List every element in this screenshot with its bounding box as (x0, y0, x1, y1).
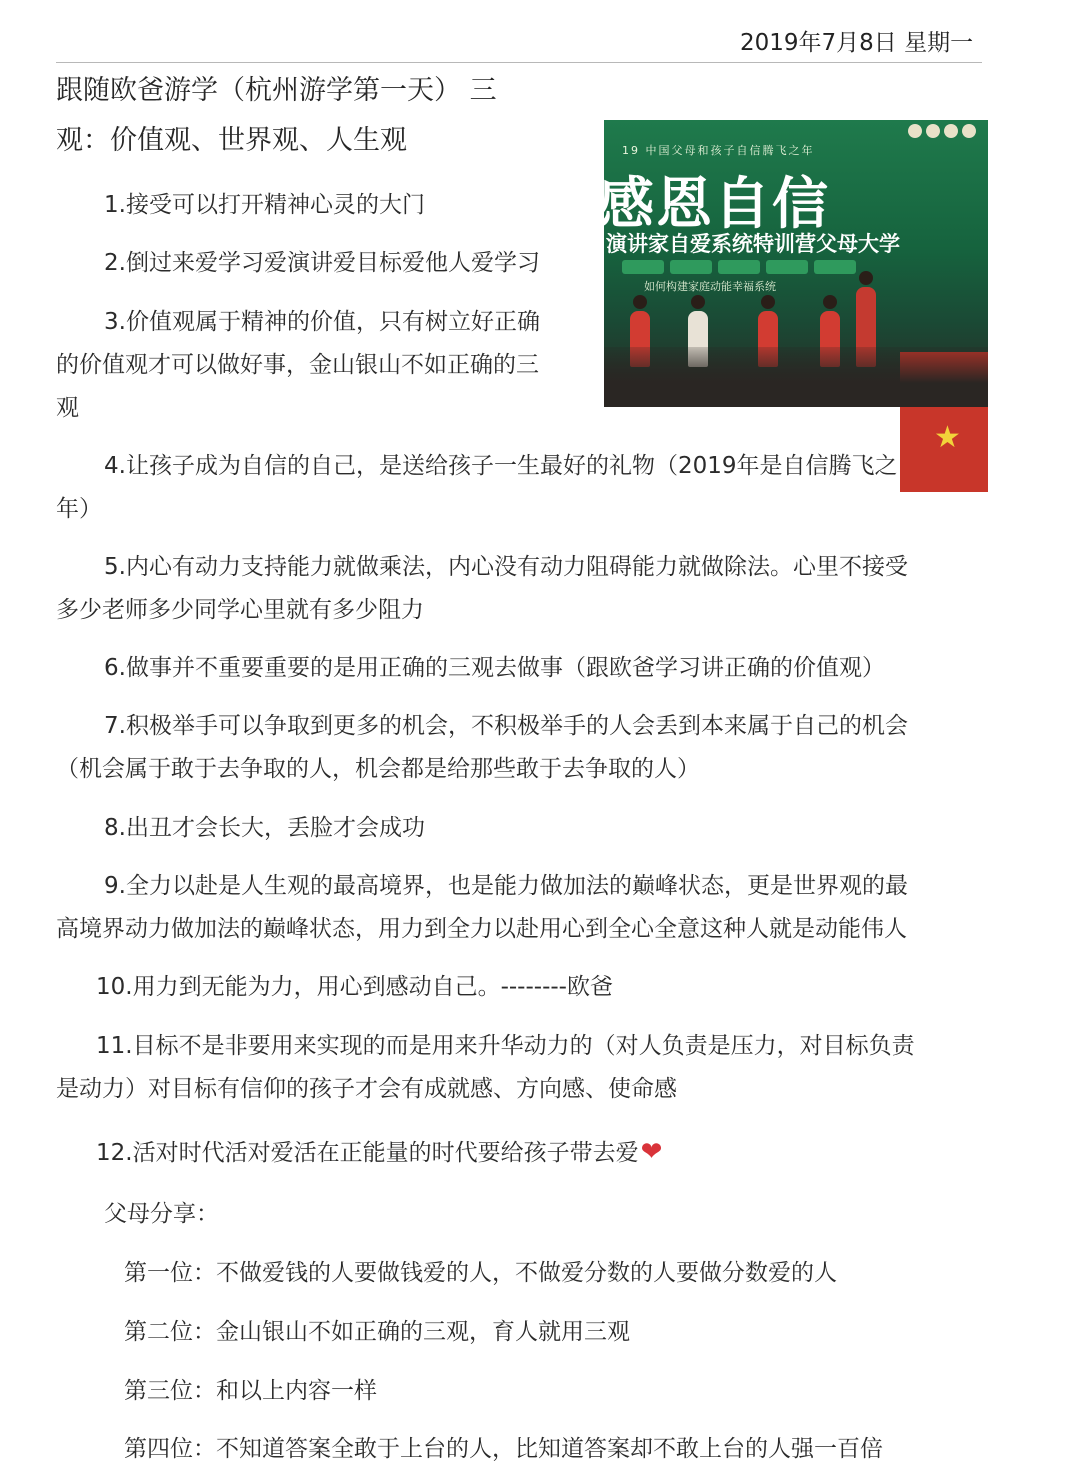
share-item-4: 第四位：不知道答案全敢于上台的人，比知道答案却不敢上台的人强一百倍 (124, 1436, 883, 1462)
header-divider (56, 62, 982, 63)
page-title-line-2: 观：价值观、世界观、人生观 (56, 125, 407, 156)
point-6: 6.做事并不重要重要的是用正确的三观去做事（跟欧爸学习讲正确的价值观） (104, 655, 885, 681)
share-item-1: 第一位：不做爱钱的人要做钱爱的人，不做爱分数的人要做分数爱的人 (124, 1260, 837, 1286)
point-12 (96, 1137, 662, 1168)
share-item-3: 第三位：和以上内容一样 (124, 1378, 377, 1404)
point-4-line-2: 年） (56, 496, 102, 522)
person-head (691, 295, 705, 309)
date-header: 2019年7月8日 星期一 (740, 30, 974, 56)
share-item-2: 第二位：金山银山不如正确的三观，育人就用三观 (124, 1319, 630, 1345)
point-3-line-2: 的价值观才可以做好事，金山银山不如正确的三 (56, 352, 539, 378)
photo-banner-tags (622, 260, 856, 274)
person-head (633, 295, 647, 309)
point-4-line-1: 4.让孩子成为自信的自己，是送给孩子一生最好的礼物（2019年是自信腾飞之 (104, 453, 898, 479)
point-1: 1.接受可以打开精神心灵的大门 (104, 192, 425, 218)
point-9-line-2: 高境界动力做加法的巅峰状态，用力到全力以赴用心到全心全意这种人就是动能伟人 (56, 916, 907, 942)
point-8: 8.出丑才会长大，丢脸才会成功 (104, 815, 425, 841)
point-11-line-1: 11.目标不是非要用来实现的而是用来升华动力的（对人负责是压力，对目标负责 (96, 1033, 915, 1059)
page-title-line-1: 跟随欧爸游学（杭州游学第一天） 三 (56, 75, 497, 106)
point-9-line-1: 9.全力以赴是人生观的最高境界，也是能力做加法的巅峰状态，更是世界观的最 (104, 873, 908, 899)
point-10: 10.用力到无能为力，用心到感动自己。--------欧爸 (96, 974, 613, 1000)
share-heading: 父母分享： (104, 1201, 219, 1227)
point-2: 2.倒过来爱学习爱演讲爱目标爱他人爱学习 (104, 250, 540, 276)
heart-icon: ❤ (640, 1137, 663, 1167)
person-head (761, 295, 775, 309)
photo-banner-top-text: 19 中国父母和孩子自信腾飞之年 (622, 144, 815, 157)
event-photo (598, 120, 988, 455)
person-head (859, 271, 873, 285)
photo-banner-small-text: 如何构建家庭动能幸福系统 (644, 280, 776, 293)
star-icon: ★ (934, 420, 961, 455)
photo-banner-subtitle: 演讲家自爱系统特训营父母大学 (606, 232, 900, 256)
point-5-line-1: 5.内心有动力支持能力就做乘法，内心没有动力阻碍能力就做除法。心里不接受 (104, 554, 908, 580)
person-head (823, 295, 837, 309)
point-12-text: 12.活对时代活对爱活在正能量的时代要给孩子带去爱 (96, 1140, 639, 1166)
point-11-line-2: 是动力）对目标有信仰的孩子才会有成就感、方向感、使命感 (56, 1076, 677, 1102)
point-7-line-1: 7.积极举手可以争取到更多的机会，不积极举手的人会丢到本来属于自己的机会 (104, 713, 908, 739)
audience-crowd (604, 347, 988, 407)
point-5-line-2: 多少老师多少同学心里就有多少阻力 (56, 597, 424, 623)
point-3-line-1: 3.价值观属于精神的价值，只有树立好正确 (104, 309, 540, 335)
sponsor-logos (908, 124, 976, 138)
point-3-line-3: 观 (56, 395, 79, 421)
point-7-line-2: （机会属于敢于去争取的人，机会都是给那些敢于去争取的人） (56, 756, 700, 782)
photo-banner-title: 感恩自信 (598, 171, 830, 237)
